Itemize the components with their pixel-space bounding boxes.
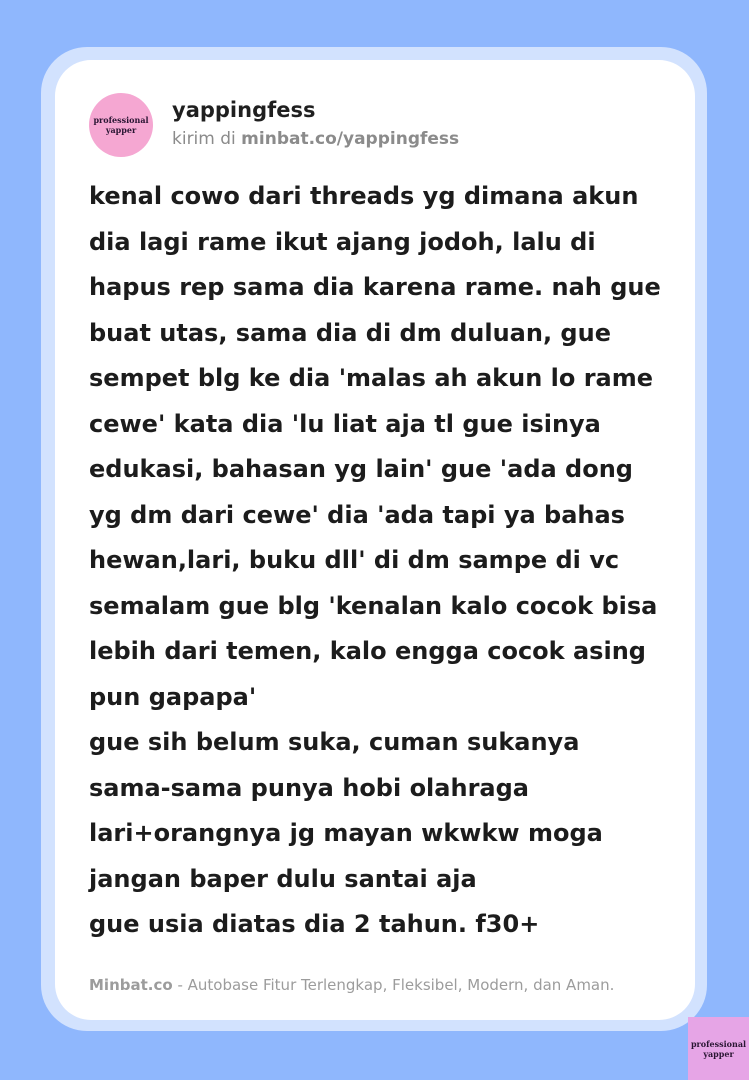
avatar-text-line2: yapper [105,125,137,135]
footer-tagline: - Autobase Fitur Terlengkap, Fleksibel, Modern, dan Aman. [172,976,615,994]
post-body: kenal cowo dari threads yg dimana akun dia lagi rame ikut ajang jodoh, lalu di hapus rep sama dia karena rame. nah gue buat utas, sama dia di dm duluan, gue sempet blg ke dia 'malas ah akun lo rame cewe' kata dia 'lu liat aja tl gue isinya edukasi, bahasan yg lain' gue 'ada dong yg dm dari cewe' dia 'ada tapi ya bahas hewan,lari, buku dll' di dm sampe di vc semalam gue blg 'kenalan kalo cocok bisa lebih dari temen, kalo engga cocok asing pun gapapa' gue sih belum suka, cuman sukanya sama-sama punya hobi olahraga lari+orangnya jg mayan wkwkw moga jangan baper dulu santai aja gue usia diatas dia 2 tahun. f30+ [89,182,661,938]
avatar-text-line1: professional [93,115,149,125]
account-name[interactable]: yappingfess [172,98,316,122]
footer [89,976,614,994]
subtitle-prefix: kirim di [172,129,236,149]
watermark-logo [688,1017,749,1080]
watermark-line2: yapper [703,1048,734,1059]
avatar[interactable] [89,93,153,157]
post-card [55,60,695,1020]
account-subtitle [172,129,459,149]
submit-link[interactable]: minbat.co/yappingfess [241,129,460,149]
watermark-line1: professional [690,1038,747,1049]
footer-brand[interactable]: Minbat.co [89,976,173,994]
